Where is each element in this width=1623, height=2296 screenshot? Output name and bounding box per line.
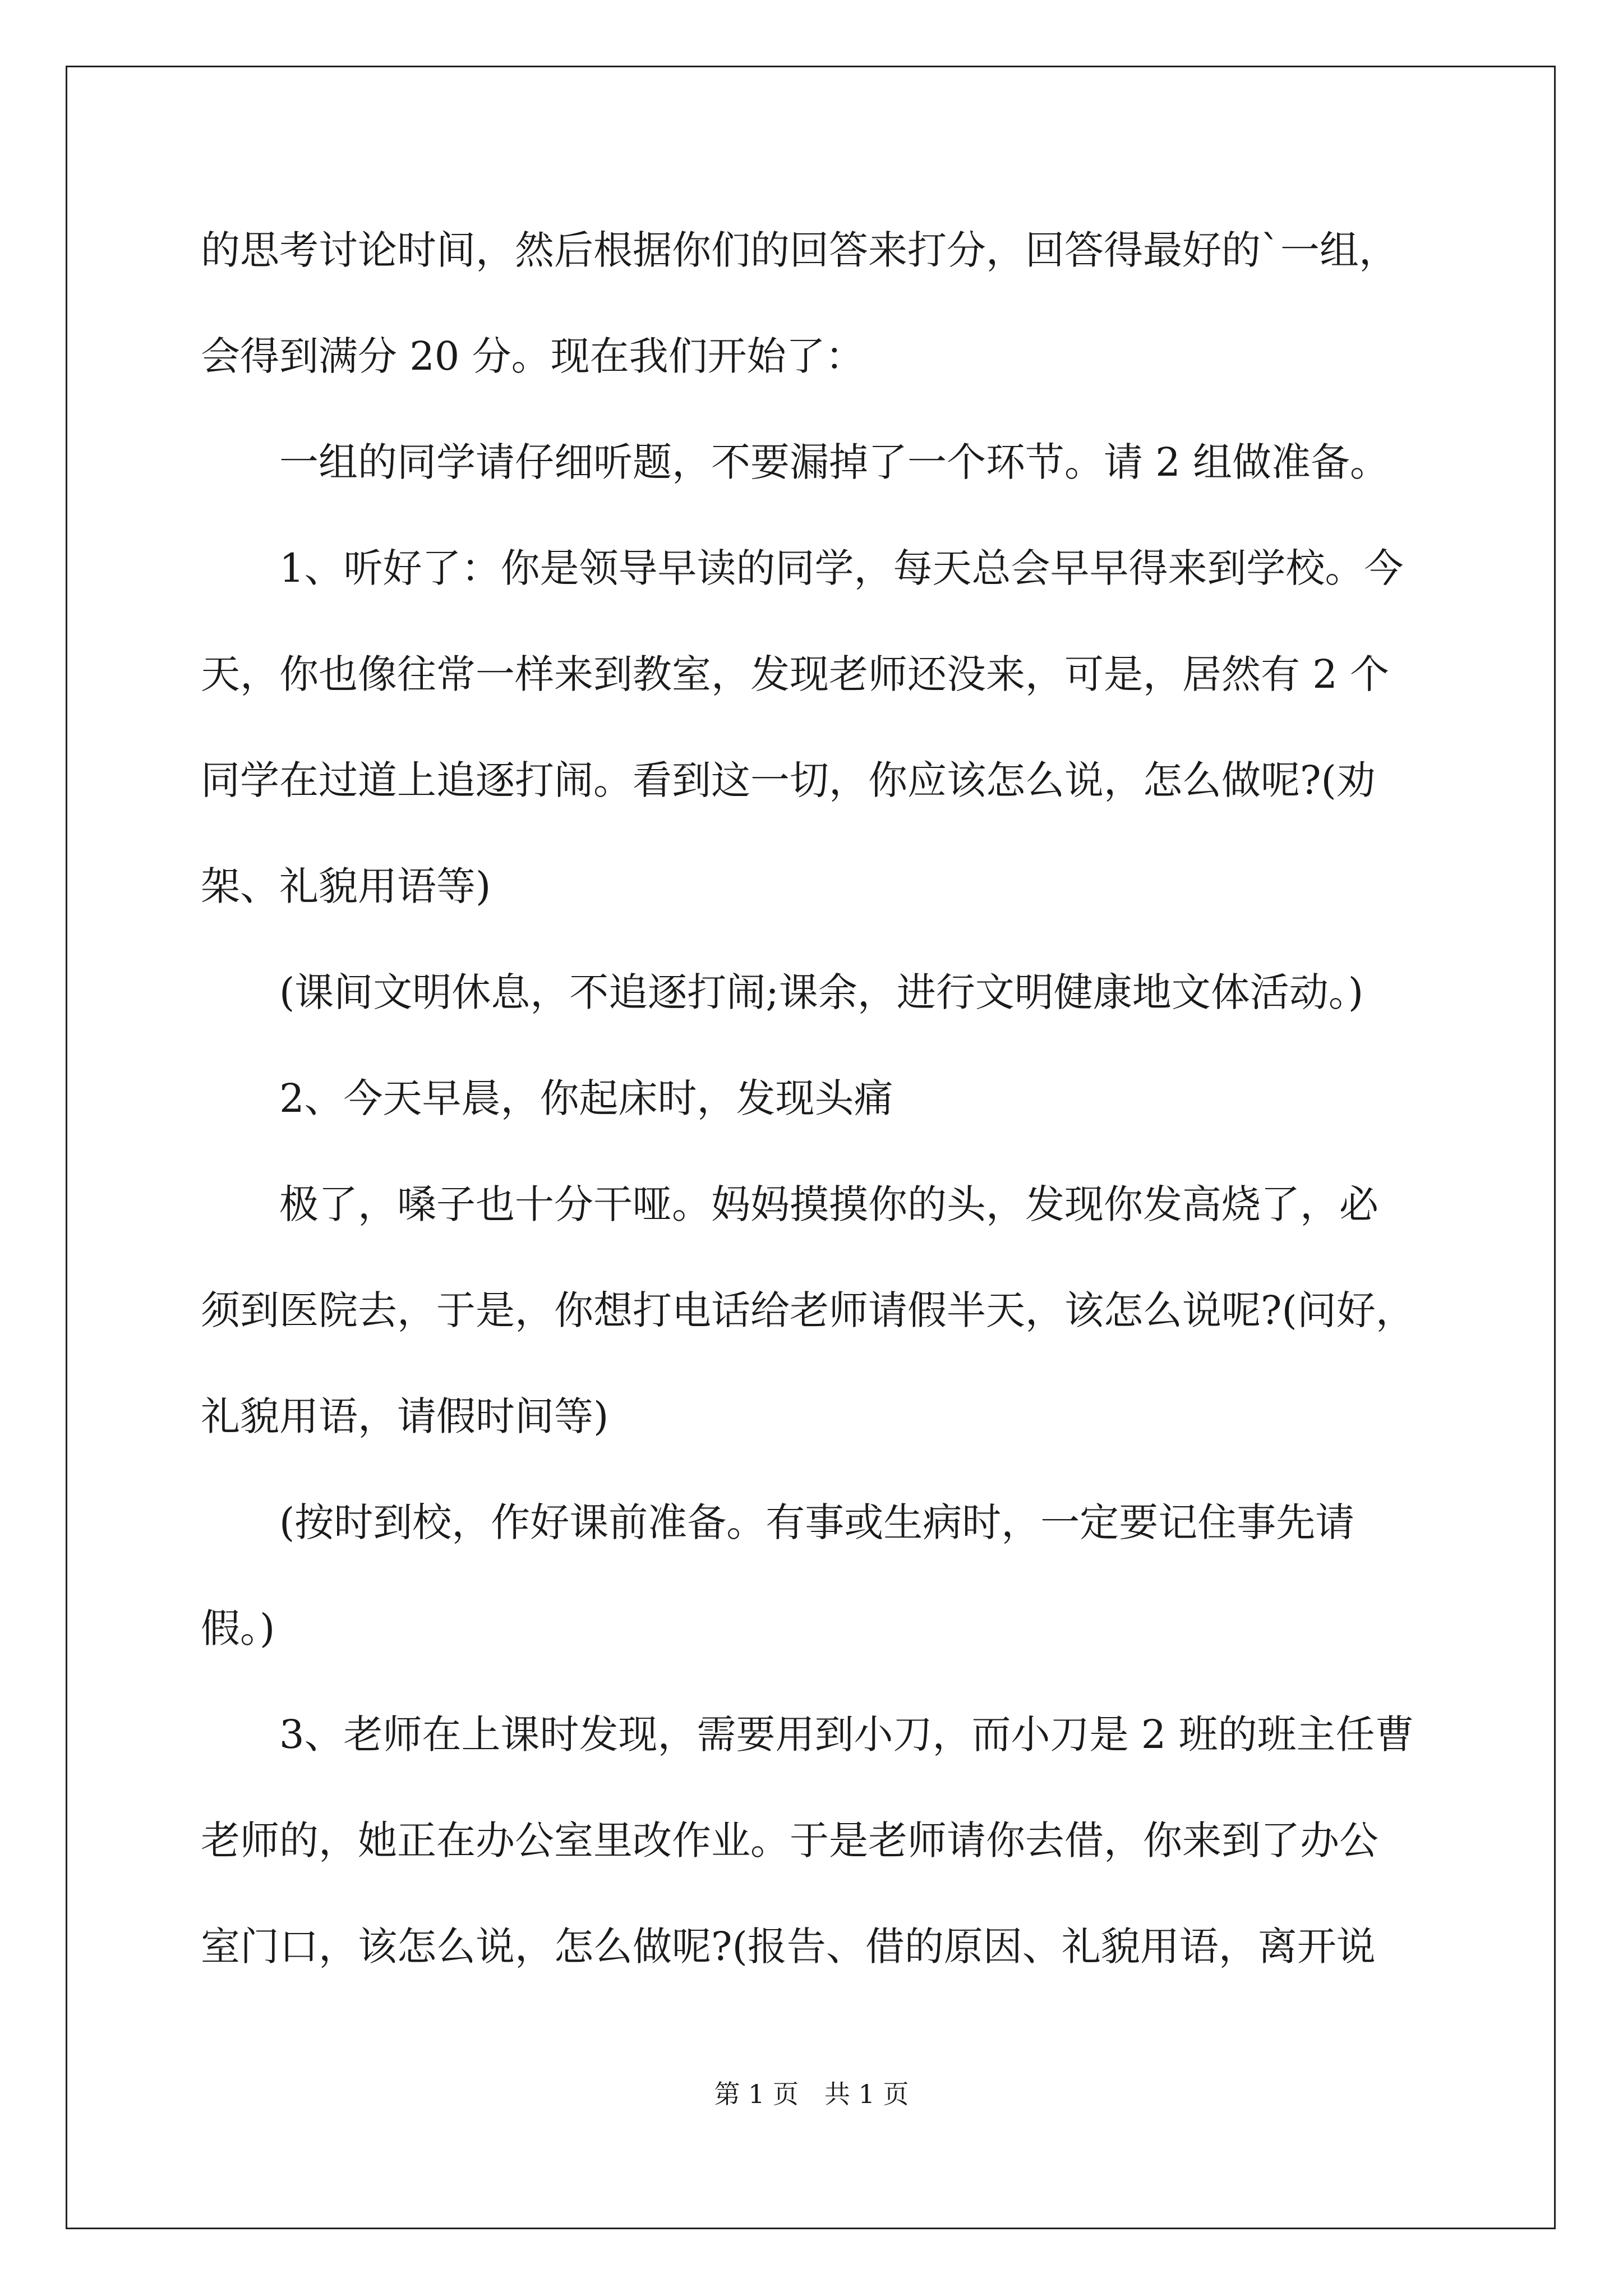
document-body bbox=[201, 197, 1451, 2000]
text-line: 天，你也像往常一样来到教室，发现老师还没来，可是，居然有 2 个 bbox=[201, 651, 1390, 697]
text-line: 同学在过道上追逐打闹。看到这一切，你应该怎么说，怎么做呢?(劝 bbox=[201, 757, 1376, 803]
text-line: 室门口，该怎么说，怎么做呢?(报告、借的原因、礼貌用语，离开说 bbox=[201, 1924, 1376, 1970]
text-line: 须到医院去，于是，你想打电话给老师请假半天，该怎么说呢?(问好， bbox=[201, 1287, 1415, 1333]
text-line: 礼貌用语，请假时间等) bbox=[201, 1393, 609, 1439]
text-line: 3、老师在上课时发现，需要用到小刀，而小刀是 2 班的班主任曹 bbox=[279, 1711, 1414, 1757]
text-line: 会得到满分 20 分。现在我们开始了： bbox=[201, 333, 865, 379]
text-line: 极了，嗓子也十分干哑。妈妈摸摸你的头，发现你发高烧了，必 bbox=[279, 1181, 1378, 1227]
text-line: 的思考讨论时间，然后根据你们的回答来打分，回答得最好的`一组， bbox=[201, 227, 1398, 273]
text-line: 1、听好了：你是领导早读的同学，每天总会早早得来到学校。今 bbox=[279, 545, 1404, 591]
text-line: (课间文明休息，不追逐打闹;课余，进行文明健康地文体活动。) bbox=[279, 969, 1364, 1015]
text-line: 架、礼貌用语等) bbox=[201, 863, 491, 909]
text-line: (按时到校，作好课前准备。有事或生病时，一定要记住事先请 bbox=[279, 1499, 1355, 1545]
text-line: 一组的同学请仔细听题，不要漏掉了一个环节。请 2 组做准备。 bbox=[279, 439, 1390, 485]
text-line: 假。) bbox=[201, 1605, 275, 1651]
text-line: 2、今天早晨，你起床时，发现头痛 bbox=[279, 1075, 893, 1121]
page-number: 第 1 页 共 1 页 bbox=[714, 2079, 909, 2109]
text-line: 老师的，她正在办公室里改作业。于是老师请你去借，你来到了办公 bbox=[201, 1818, 1378, 1864]
